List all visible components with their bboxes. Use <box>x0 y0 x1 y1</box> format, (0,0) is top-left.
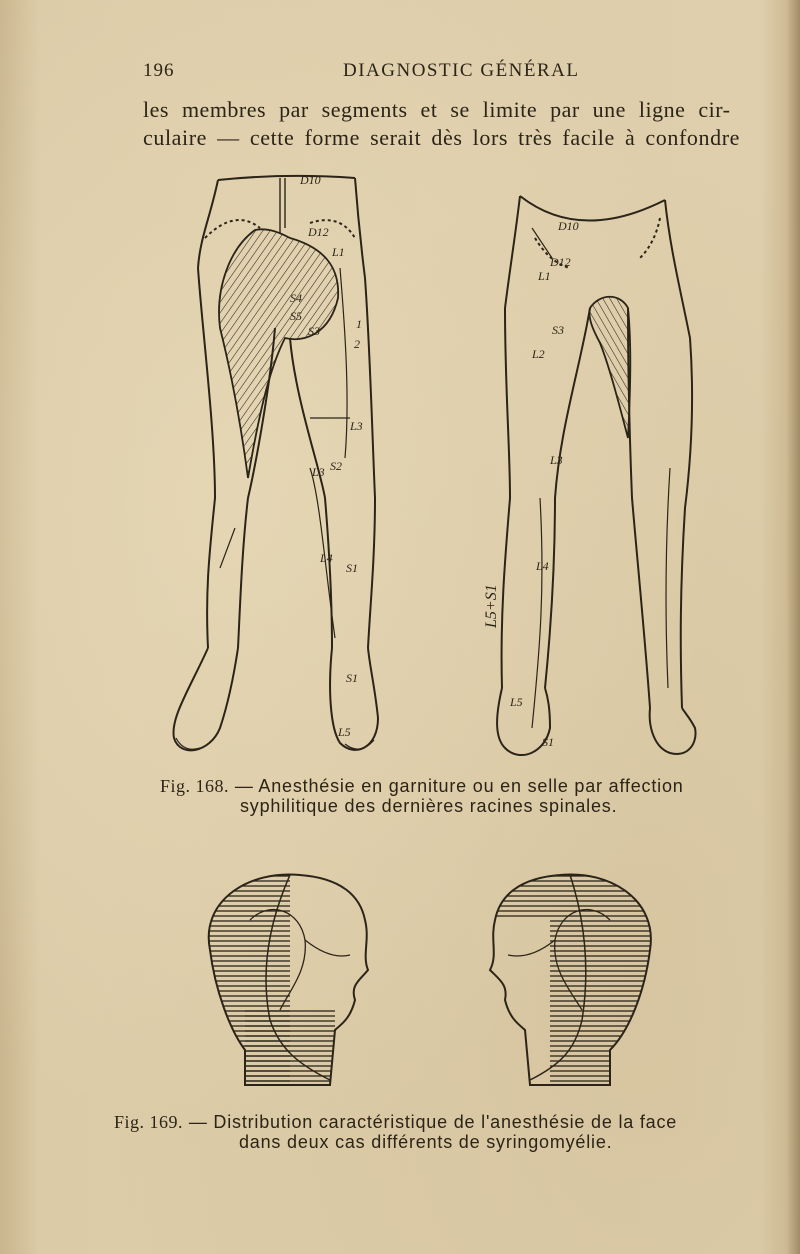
label-s2-back: S2 <box>330 459 342 473</box>
label-l5-front: L5 <box>510 695 523 709</box>
label-s4-back: S4 <box>290 291 302 305</box>
label-s1-back: S1 <box>346 561 358 575</box>
figure-168-caption <box>160 776 720 816</box>
anterior-legs-drawing <box>497 196 695 755</box>
label-l4-back: L4 <box>320 551 333 565</box>
figure-168-label: Fig. 168. <box>160 776 230 796</box>
figure-169-heads-diagram <box>190 860 680 1100</box>
page-gutter-shadow <box>786 0 800 1254</box>
label-l1-front: L1 <box>538 269 551 283</box>
head-right-profile <box>490 860 680 1100</box>
label-s1-front-foot: S1 <box>542 735 554 749</box>
figure-168-caption-line-1: — Anesthésie en garniture ou en selle par affection <box>234 776 684 796</box>
label-d12-back: D12 <box>308 225 329 239</box>
label-l4-front: L4 <box>536 559 549 573</box>
label-s3-back: S3 <box>308 324 320 338</box>
figure-169-label: Fig. 169. <box>114 1112 184 1132</box>
label-l5-foot: L5 <box>338 725 351 739</box>
label-l2-front: L2 <box>532 347 545 361</box>
label-1-back: 1 <box>356 317 362 331</box>
label-l3-back-right: L3 <box>350 419 363 433</box>
label-s1-foot: S1 <box>346 671 358 685</box>
label-d12-front: D12 <box>550 255 571 269</box>
label-l1-back: L1 <box>332 245 345 259</box>
page-number: 196 <box>143 60 175 81</box>
label-l3-back-left: L3 <box>312 465 325 479</box>
head-left-profile <box>190 860 368 1100</box>
figure-168-caption-line-2: syphilitique des dernières racines spinales. <box>240 796 618 816</box>
body-paragraph <box>143 96 758 152</box>
label-d10-front: D10 <box>558 219 579 233</box>
body-line-1: les membres par segments et se limite par une ligne cir- <box>143 97 731 122</box>
figure-169-caption <box>114 1112 754 1152</box>
page-header <box>143 60 758 86</box>
figure-168-legs-diagram <box>160 168 720 768</box>
label-d10-back: D10 <box>300 173 321 187</box>
label-s3-front: S3 <box>552 323 564 337</box>
label-s5-back: S5 <box>290 309 302 323</box>
running-head: DIAGNOSTIC GÉNÉRAL <box>343 60 580 81</box>
anterior-labels <box>483 219 579 749</box>
body-line-2: culaire — cette forme serait dès lors très facile à confondre <box>143 125 741 150</box>
figure-169-caption-line-2: dans deux cas différents de syringomyélie. <box>239 1132 613 1152</box>
label-l3-front: L3 <box>550 453 563 467</box>
figure-169-caption-line-1: — Distribution caractéristique de l'anesthésie de la face <box>188 1112 678 1132</box>
label-2-back: 2 <box>354 337 360 351</box>
label-l5s1-front: L5+S1 <box>483 584 500 628</box>
posterior-legs-drawing <box>173 176 378 750</box>
